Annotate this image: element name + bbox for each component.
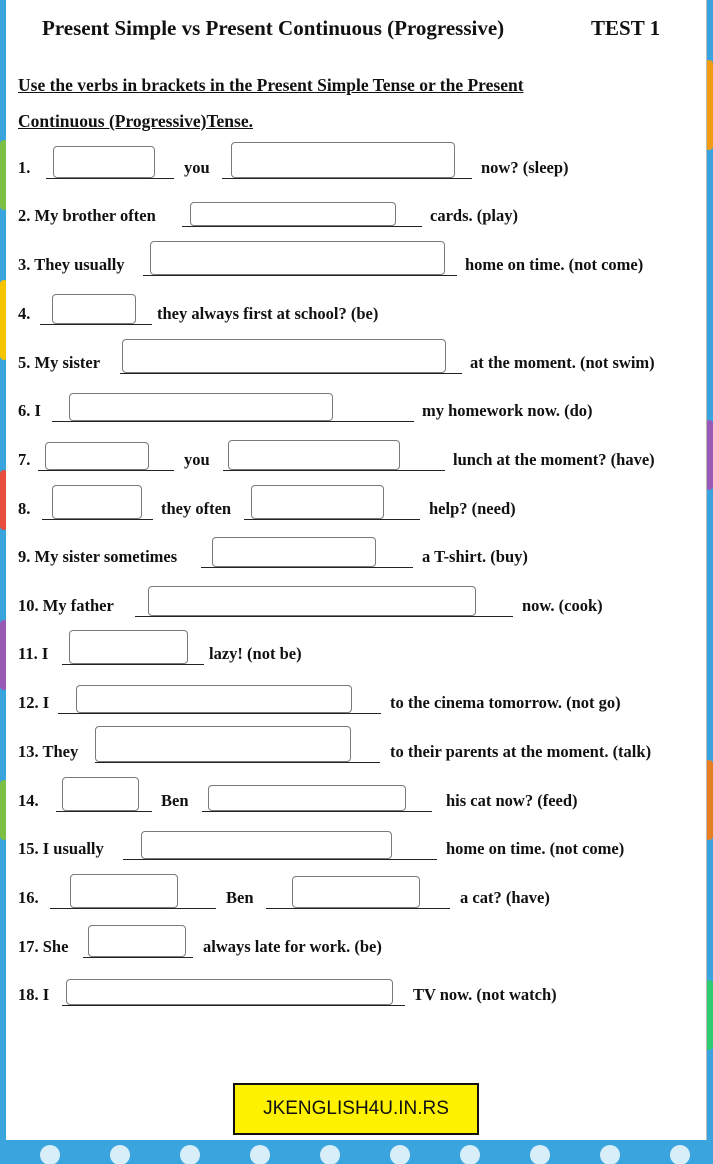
exercise-item-14 [6, 771, 706, 819]
answer-input[interactable] [95, 726, 351, 762]
answer-input[interactable] [190, 202, 396, 226]
item-number: 5. My sister [18, 353, 101, 372]
answer-underline [46, 178, 174, 179]
answer-input[interactable] [45, 442, 149, 470]
item-text: to the cinema tomorrow. (not go) [390, 693, 621, 712]
instruction-line-1: Use the verbs in brackets in the Present Simple Tense or the Present [18, 75, 524, 95]
exercise-item-8 [6, 479, 706, 527]
exercise-item-2 [6, 186, 706, 234]
answer-input[interactable] [62, 777, 139, 811]
answer-underline [266, 908, 450, 909]
item-number: 18. I [18, 985, 50, 1004]
instruction-line-2: Continuous (Progressive)Tense. [18, 111, 253, 131]
item-text: they always first at school? (be) [157, 304, 379, 323]
item-text: a T-shirt. (buy) [422, 547, 528, 566]
item-number: 12. I [18, 693, 50, 712]
answer-input[interactable] [228, 440, 400, 470]
answer-input[interactable] [231, 142, 455, 178]
exercise-item-4 [6, 284, 706, 332]
exercise-item-17 [6, 917, 706, 965]
answer-underline [123, 859, 437, 860]
answer-underline [56, 811, 152, 812]
exercise-item-1 [6, 138, 706, 186]
item-text: you [184, 450, 210, 469]
exercise-item-3 [6, 235, 706, 283]
answer-input[interactable] [52, 294, 136, 324]
answer-underline [62, 1005, 405, 1006]
footer-logo: JKENGLISH4U.IN.RS [233, 1083, 479, 1135]
answer-underline [52, 421, 414, 422]
answer-input[interactable] [150, 241, 445, 275]
item-text: Ben [161, 791, 189, 810]
exercise-item-15 [6, 819, 706, 867]
item-number: 3. They usually [18, 255, 125, 274]
exercise-item-11 [6, 624, 706, 672]
answer-input[interactable] [122, 339, 446, 373]
item-text: you [184, 158, 210, 177]
item-number: 8. [18, 499, 31, 518]
item-number: 4. [18, 304, 31, 323]
item-text: lazy! (not be) [209, 644, 302, 663]
answer-underline [42, 519, 153, 520]
item-number: 17. She [18, 937, 69, 956]
exercise-item-7 [6, 430, 706, 478]
item-number: 2. My brother often [18, 206, 156, 225]
item-text: now. (cook) [522, 596, 603, 615]
item-number: 6. I [18, 401, 41, 420]
item-text: his cat now? (feed) [446, 791, 578, 810]
answer-input[interactable] [141, 831, 392, 859]
answer-input[interactable] [70, 874, 178, 908]
item-text: to their parents at the moment. (talk) [390, 742, 652, 761]
answer-underline [40, 324, 152, 325]
exercise-item-9 [6, 527, 706, 575]
answer-underline [50, 908, 216, 909]
exercise-item-13 [6, 722, 706, 770]
answer-underline [120, 373, 462, 374]
answer-input[interactable] [88, 925, 186, 957]
exercise-item-18 [6, 965, 706, 1013]
item-text: help? (need) [429, 499, 516, 518]
item-text: TV now. (not watch) [413, 985, 557, 1004]
item-text: home on time. (not come) [446, 839, 625, 858]
answer-underline [143, 275, 457, 276]
answer-input[interactable] [52, 485, 142, 519]
item-text: always late for work. (be) [203, 937, 382, 956]
item-number: 7. [18, 450, 31, 469]
answer-underline [83, 957, 193, 958]
item-number: 1. [18, 158, 31, 177]
item-text: cards. (play) [430, 206, 518, 225]
answer-input[interactable] [148, 586, 476, 616]
item-text: home on time. (not come) [465, 255, 644, 274]
answer-input[interactable] [208, 785, 406, 811]
answer-underline [222, 178, 472, 179]
answer-underline [62, 664, 204, 665]
answer-underline [38, 470, 174, 471]
answer-input[interactable] [212, 537, 376, 567]
item-text: lunch at the moment? (have) [453, 450, 655, 469]
answer-input[interactable] [69, 630, 188, 664]
item-text: Ben [226, 888, 254, 907]
item-number: 14. [18, 791, 39, 810]
answer-input[interactable] [66, 979, 393, 1005]
item-text: they often [161, 499, 232, 518]
exercise-item-16 [6, 868, 706, 916]
answer-underline [244, 519, 420, 520]
answer-underline [95, 762, 380, 763]
answer-input[interactable] [76, 685, 352, 713]
answer-underline [201, 567, 413, 568]
item-number: 11. I [18, 644, 49, 663]
answer-underline [182, 226, 422, 227]
item-text: now? (sleep) [481, 158, 569, 177]
exercise-item-5 [6, 333, 706, 381]
exercise-item-6 [6, 381, 706, 429]
worksheet [6, 0, 707, 1140]
test-label: TEST 1 [591, 16, 661, 40]
answer-input[interactable] [292, 876, 420, 908]
item-text: my homework now. (do) [422, 401, 593, 420]
item-number: 9. My sister sometimes [18, 547, 178, 566]
item-number: 13. They [18, 742, 79, 761]
item-number: 10. My father [18, 596, 114, 615]
answer-underline [135, 616, 513, 617]
item-text: at the moment. (not swim) [470, 353, 655, 372]
exercise-item-10 [6, 576, 706, 624]
item-number: 16. [18, 888, 39, 907]
answer-underline [58, 713, 381, 714]
item-text: a cat? (have) [460, 888, 550, 907]
answer-underline [202, 811, 432, 812]
item-number: 15. I usually [18, 839, 104, 858]
answer-input[interactable] [69, 393, 333, 421]
answer-underline [223, 470, 445, 471]
exercise-item-12 [6, 673, 706, 721]
answer-input[interactable] [53, 146, 155, 178]
page-title [42, 16, 692, 41]
title-text: Present Simple vs Present Continuous (Progressive) [42, 16, 505, 40]
answer-input[interactable] [251, 485, 384, 519]
